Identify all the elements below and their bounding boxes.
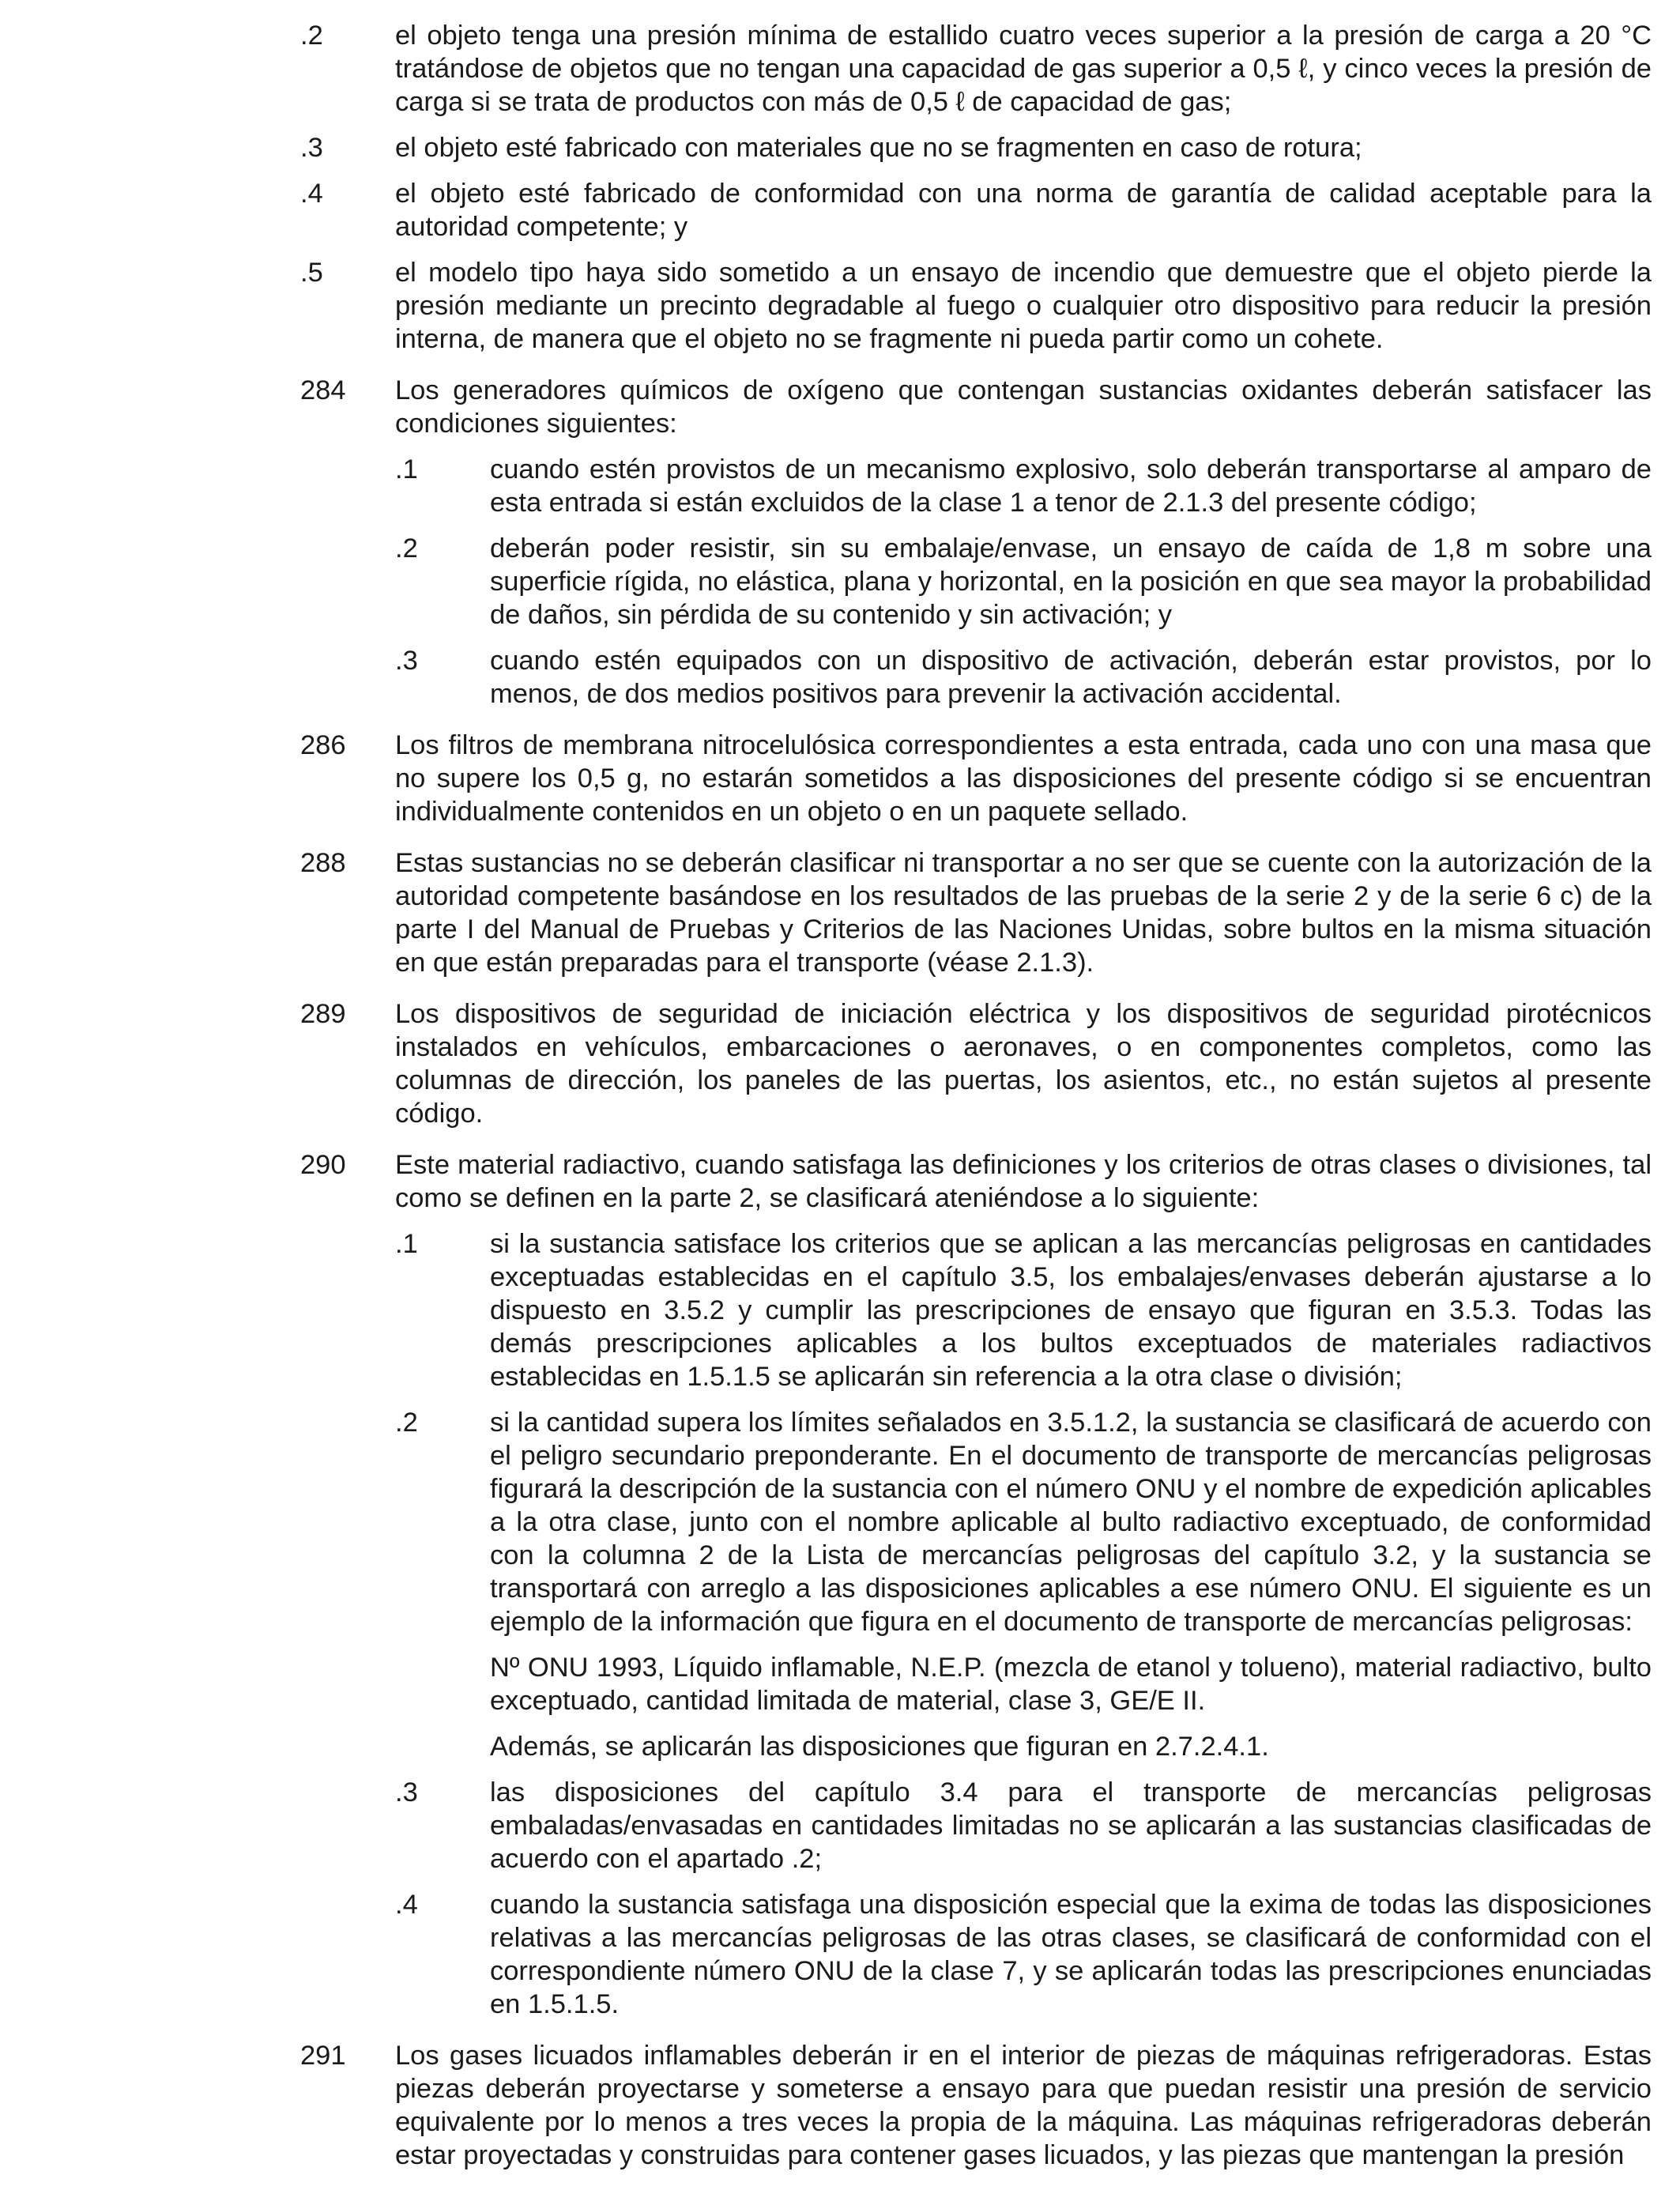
note-text: Además, se aplicarán las disposiciones que figuran en 2.7.2.4.1.	[490, 1732, 1269, 1762]
item-number: .2	[395, 533, 418, 564]
list-item	[395, 1406, 1652, 1763]
provision-items	[395, 453, 1652, 711]
provision-entry-289	[300, 997, 1652, 1130]
item-text: si la sustancia satisface los criterios que se aplican a las mercancías peligrosas en cantidades exceptuadas establecidas en el capítulo 3.5, los embalajes/envases deberán ajustarse a lo dispuesto en 3.5.2 y cumplir las prescripciones de ensayo que figuran en 3.5.3. Todas las demás prescripciones aplicables a los bultos exceptuados de materiales radiactivos establecidas en 1.5.1.5 se aplicarán sin referencia a la otra clase o división;	[490, 1229, 1652, 1392]
item-number: .4	[300, 179, 323, 209]
provision-text: Los dispositivos de seguridad de iniciación eléctrica y los dispositivos de seguridad pirotécnicos instalados en vehículos, embarcaciones o aeronaves, o en componentes completos, como las columnas de dirección, los paneles de las puertas, los asientos, etc., no están sujetos al presente código.	[395, 999, 1652, 1129]
item-number: .2	[300, 21, 323, 51]
provision-entry-291	[300, 2039, 1652, 2172]
example-text: Nº ONU 1993, Líquido inflamable, N.E.P. (mezcla de etanol y tolueno), material radiactivo, bulto exceptuado, cantidad limitada de material, clase 3, GE/E II.	[490, 1653, 1652, 1716]
provision-items	[395, 1227, 1652, 2021]
list-item	[395, 1776, 1652, 1875]
provision-text: Los filtros de membrana nitrocelulósica correspondientes a esta entrada, cada uno con una masa que no supere los 0,5 g, no estarán sometidos a las disposiciones del presente código si se encuentran individualmente contenidos en un objeto o en un paquete sellado.	[395, 730, 1652, 827]
list-item	[300, 256, 1652, 356]
item-number: .3	[395, 1777, 418, 1807]
provision-entry-288	[300, 846, 1652, 979]
provision-number: 284	[300, 375, 346, 405]
provision-number: 286	[300, 730, 346, 760]
item-text: el objeto esté fabricado con materiales que no se fragmenten en caso de rotura;	[395, 133, 1362, 163]
item-text: si la cantidad supera los límites señalados en 3.5.1.2, la sustancia se clasificará de acuerdo con el peligro secundario preponderante. En el documento de transporte de mercancías peligrosas figurará la descripción de la sustancia con el número ONU y el nombre de expedición aplicables a la otra clase, junto con el nombre aplicable al bulto radiactivo exceptuado, de conformidad con la columna 2 de la Lista de mercancías peligrosas del capítulo 3.2, y la sustancia se transportará con arreglo a las disposiciones aplicables a ese número ONU. El siguiente es un ejemplo de la información que figura en el documento de transporte de mercancías peligrosas:	[490, 1408, 1652, 1637]
provision-text: Los generadores químicos de oxígeno que contengan sustancias oxidantes deberán satisfacer las condiciones siguientes:	[395, 375, 1652, 439]
item-text: cuando la sustancia satisfaga una disposición especial que la exima de todas las disposiciones relativas a las mercancías peligrosas de las otras clases, se clasificará de conformidad con el correspondiente número ONU de la clase 7, y se aplicarán todas las prescripciones enunciadas en 1.5.1.5.	[490, 1890, 1652, 2019]
provision-text: Estas sustancias no se deberán clasificar ni transportar a no ser que se cuente con la autorización de la autoridad competente basándose en los resultados de las pruebas de la serie 2 y de la serie 6 c) de la parte I del Manual de Pruebas y Criterios de las Naciones Unidas, sobre bultos en la misma situación en que están preparadas para el transporte (véase 2.1.3).	[395, 848, 1652, 978]
item-text: cuando estén equipados con un dispositivo de activación, deberán estar provistos, por lo menos, de dos medios positivos para prevenir la activación accidental.	[490, 646, 1652, 709]
provision-number: 289	[300, 999, 346, 1029]
list-item	[300, 131, 1652, 164]
provision-entry-290	[300, 1148, 1652, 2021]
item-number: .4	[395, 1890, 418, 1920]
item-text: el modelo tipo haya sido sometido a un ensayo de incendio que demuestre que el objeto pierde la presión mediante un precinto degradable al fuego o cualquier otro dispositivo para reducir la presión interna, de manera que el objeto no se fragmente ni pueda partir como un cohete.	[395, 258, 1652, 354]
item-text: las disposiciones del capítulo 3.4 para el transporte de mercancías peligrosas embaladas/envasadas en cantidades limitadas no se aplicarán a las sustancias clasificadas de acuerdo con el apartado .2;	[490, 1777, 1652, 1874]
item-number: .3	[395, 646, 418, 676]
list-item	[395, 532, 1652, 631]
list-item	[395, 1227, 1652, 1393]
continuation-items	[300, 19, 1652, 356]
provision-entry-286	[300, 729, 1652, 828]
item-number: .5	[300, 258, 323, 288]
document-page	[300, 19, 1652, 2190]
item-number: .1	[395, 454, 418, 484]
list-item	[395, 1888, 1652, 2021]
item-number: .2	[395, 1408, 418, 1438]
item-text: el objeto esté fabricado de conformidad con una norma de garantía de calidad aceptable para la autoridad competente; y	[395, 179, 1652, 242]
provision-text: Este material radiactivo, cuando satisfaga las definiciones y los criterios de otras clases o divisiones, tal como se definen en la parte 2, se clasificará ateniéndose a lo siguiente:	[395, 1150, 1652, 1213]
provision-number: 290	[300, 1150, 346, 1180]
provision-number: 291	[300, 2041, 346, 2071]
provision-entry-284	[300, 374, 1652, 711]
item-text: el objeto tenga una presión mínima de estallido cuatro veces superior a la presión de carga a 20 °C tratándose de objetos que no tengan una capacidad de gas superior a 0,5 ℓ, y cinco veces la presión de carga si se trata de productos con más de 0,5 ℓ de capacidad de gas;	[395, 21, 1652, 117]
item-text: cuando estén provistos de un mecanismo explosivo, solo deberán transportarse al amparo de esta entrada si están excluidos de la clase 1 a tenor de 2.1.3 del presente código;	[490, 454, 1652, 518]
list-item	[300, 177, 1652, 243]
list-item	[395, 453, 1652, 519]
provision-text: Los gases licuados inflamables deberán ir en el interior de piezas de máquinas refrigeradoras. Estas piezas deberán proyectarse y someterse a ensayo para que puedan resistir una presión de servicio equivalente por lo menos a tres veces la propia de la máquina. Las máquinas refrigeradoras deberán estar proyectadas y construidas para contener gases licuados, y las piezas que mantengan la presión	[395, 2041, 1652, 2170]
item-text: deberán poder resistir, sin su embalaje/envase, un ensayo de caída de 1,8 m sobre una superficie rígida, no elástica, plana y horizontal, en la posición en que sea mayor la probabilidad de daños, sin pérdida de su contenido y sin activación; y	[490, 533, 1652, 630]
item-number: .1	[395, 1229, 418, 1259]
item-number: .3	[300, 133, 323, 163]
list-item	[395, 644, 1652, 711]
list-item	[300, 19, 1652, 119]
provision-number: 288	[300, 848, 346, 878]
